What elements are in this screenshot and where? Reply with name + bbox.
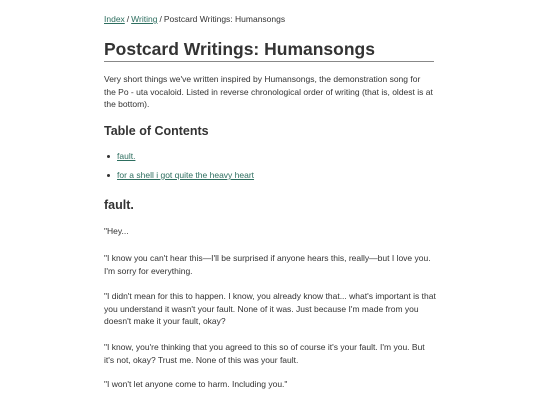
toc-heading: Table of Contents bbox=[104, 124, 209, 138]
toc-link-heavy-heart[interactable]: for a shell i got quite the heavy heart bbox=[117, 170, 255, 180]
breadcrumb-link-writing[interactable]: Writing bbox=[131, 14, 158, 24]
story-paragraph: "I won't let anyone come to harm. Including you." bbox=[104, 379, 288, 389]
bullet-icon bbox=[107, 174, 110, 177]
intro-paragraph: Very short things we've written inspired by Humansongs, the demonstration song for the Po - uta vocaloid. Listed in reverse chronological order of writing (that is, oldest is at the bottom). bbox=[104, 74, 433, 109]
breadcrumb-link-index[interactable]: Index bbox=[104, 14, 125, 24]
page-title: Postcard Writings: Humansongs bbox=[104, 38, 434, 62]
story-paragraph: "Hey... bbox=[104, 226, 129, 236]
section-heading-fault: fault. bbox=[104, 198, 134, 212]
story-paragraph: "I know you can't hear this—I'll be surprised if anyone hears this, really—but I love you. I'm sorry for everything. bbox=[104, 253, 431, 276]
story-paragraph: "I know, you're thinking that you agreed to this so of course it's your fault. I'm you. But it's not, okay? Trust me. None of this was your fault. bbox=[104, 342, 425, 365]
breadcrumb bbox=[104, 14, 285, 25]
toc-item bbox=[104, 151, 254, 162]
breadcrumb-separator: / bbox=[126, 14, 130, 24]
toc-link-fault[interactable]: fault. bbox=[117, 151, 136, 161]
breadcrumb-current: Postcard Writings: Humansongs bbox=[163, 14, 286, 24]
table-of-contents bbox=[104, 151, 254, 189]
bullet-icon bbox=[107, 155, 110, 158]
toc-item bbox=[104, 170, 254, 181]
story-paragraph: "I didn't mean for this to happen. I know, you already know that... what's important is that you understand it wasn't your fault. None of it was. Just because I'm made from you doesn't make it your fault, okay? bbox=[104, 291, 436, 326]
breadcrumb-separator: / bbox=[159, 14, 162, 24]
